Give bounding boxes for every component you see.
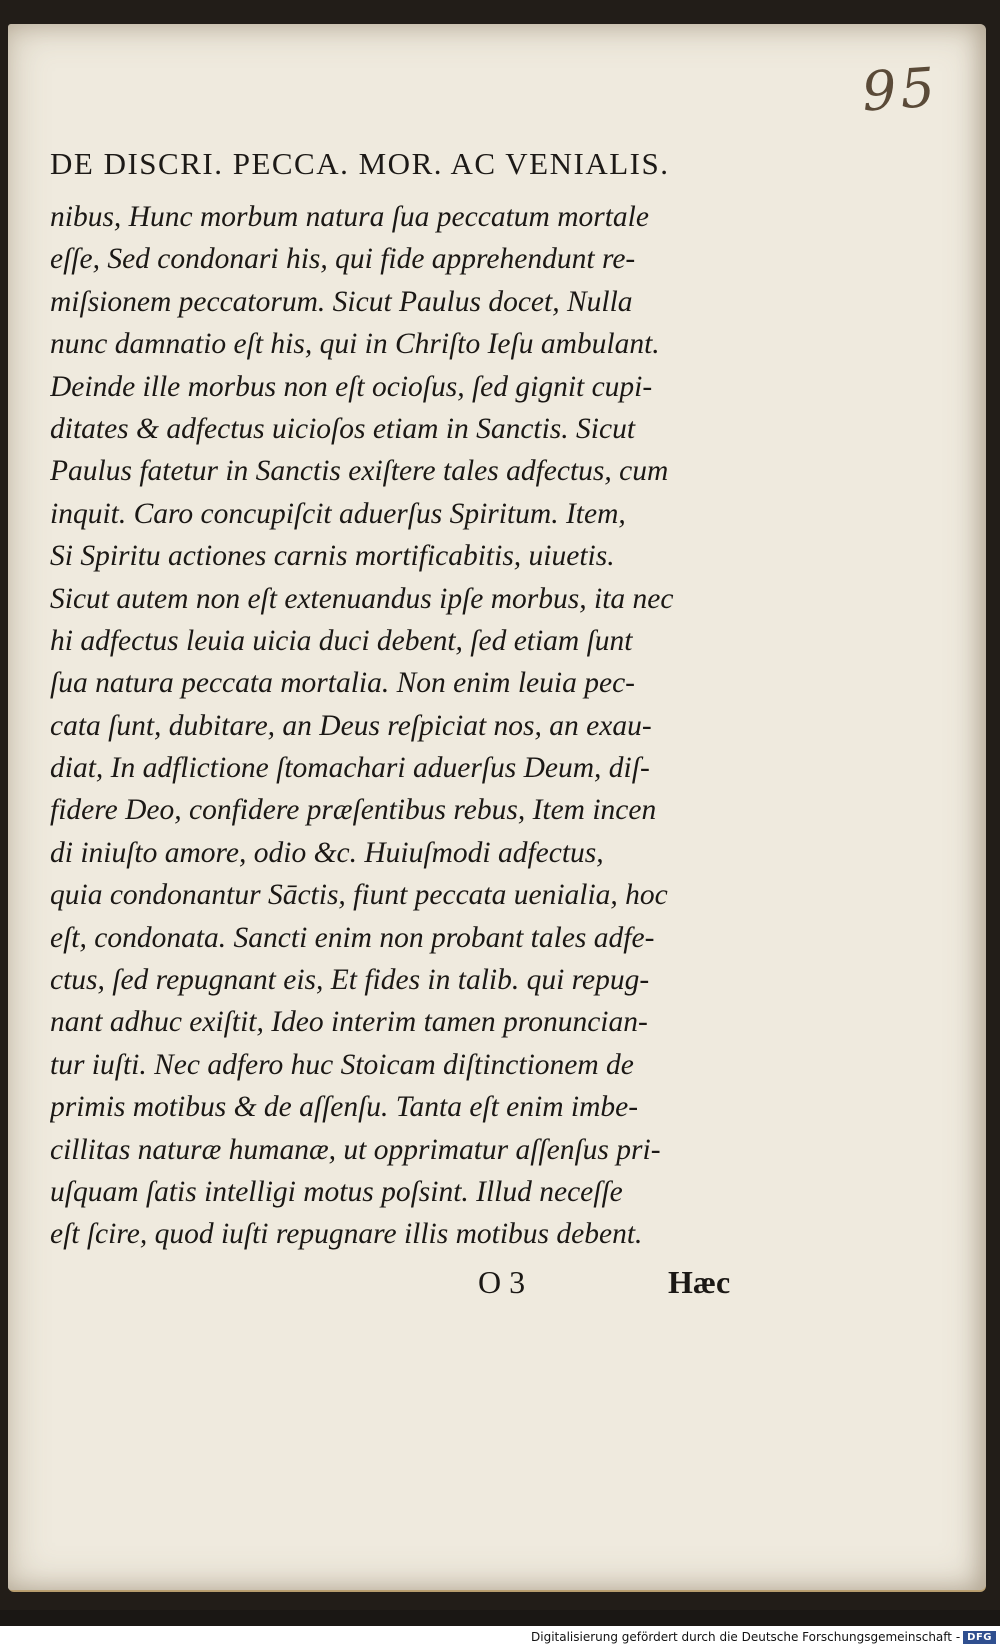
text-line: hi adfectus leuia uicia duci debent, ſed etiam ſunt	[50, 624, 633, 657]
dfg-logo: DFG	[963, 1631, 996, 1644]
text-line: nibus, Hunc morbum natura ſua peccatum mortale	[50, 201, 649, 233]
text-line: fidere Deo, confidere præſentibus rebus, Item incen	[50, 794, 657, 827]
text-line: cillitas naturæ humanæ, ut opprimatur aſſenſus pri-	[50, 1133, 661, 1166]
text-line: quia condonantur Sāctis, fiunt peccata uenialia, hoc	[50, 879, 668, 912]
text-line: miſsionem peccatorum. Sicut Paulus docet, Nulla	[50, 285, 633, 318]
text-line: di iniuſto amore, odio &c. Huiuſmodi adfectus,	[50, 836, 604, 869]
text-line: ditates & adfectus uicioſos etiam in Sanctis. Sicut	[50, 412, 636, 445]
text-line: diat, In adflictione ſtomachari aduerſus Deum, diſ-	[50, 752, 650, 785]
text-line: eſt ſcire, quod iuſti repugnare illis motibus debent.	[50, 1218, 643, 1251]
text-line: Paulus fatetur in Sanctis exiſtere tales adfectus, cum	[50, 455, 669, 488]
text-line: uſquam ſatis intelligi motus poſsint. Illud neceſſe	[50, 1175, 623, 1208]
text-line: primis motibus & de aſſenſu. Tanta eſt enim imbe-	[50, 1091, 639, 1124]
catchword: Hæc	[668, 1264, 731, 1300]
text-line: Deinde ille morbus non eſt ocioſus, ſed gignit cupi-	[50, 370, 653, 403]
running-head: DE DISCRI. PECCA. MOR. AC VENIALIS.	[50, 146, 670, 181]
text-line: ctus, ſed repugnant eis, Et fides in talib. qui repug-	[50, 964, 650, 997]
text-line: tur iuſti. Nec adfero huc Stoicam diſtinctionem de	[50, 1048, 634, 1081]
digitization-credit-bar	[0, 1626, 1000, 1648]
text-line: ſua natura peccata mortalia. Non enim leuia pec-	[50, 667, 635, 700]
text-line: cata ſunt, dubitare, an Deus reſpiciat nos, an exau-	[50, 709, 652, 742]
text-line: nunc damnatio eſt his, qui in Chriſto Ieſu ambulant.	[50, 328, 660, 361]
text-line: eſſe, Sed condonari his, qui fide apprehendunt re-	[50, 243, 636, 276]
text-line: inquit. Caro concupiſcit aduerſus Spiritum. Item,	[50, 497, 626, 530]
text-line: eſt, condonata. Sancti enim non probant tales adfe-	[50, 921, 655, 954]
text-line: Sicut autem non eſt extenuandus ipſe morbus, ita nec	[50, 582, 674, 615]
body-text	[50, 196, 760, 1256]
text-line: nant adhuc exiſtit, Ideo interim tamen pronuncian-	[50, 1006, 648, 1039]
signature-mark: O 3	[478, 1264, 526, 1300]
text-line: Si Spiritu actiones carnis mortificabitis, uiuetis.	[50, 540, 615, 573]
folio-number: 95	[859, 55, 941, 124]
digitization-credit: Digitalisierung gefördert durch die Deutsche Forschungsgemeinschaft -	[531, 1630, 961, 1644]
